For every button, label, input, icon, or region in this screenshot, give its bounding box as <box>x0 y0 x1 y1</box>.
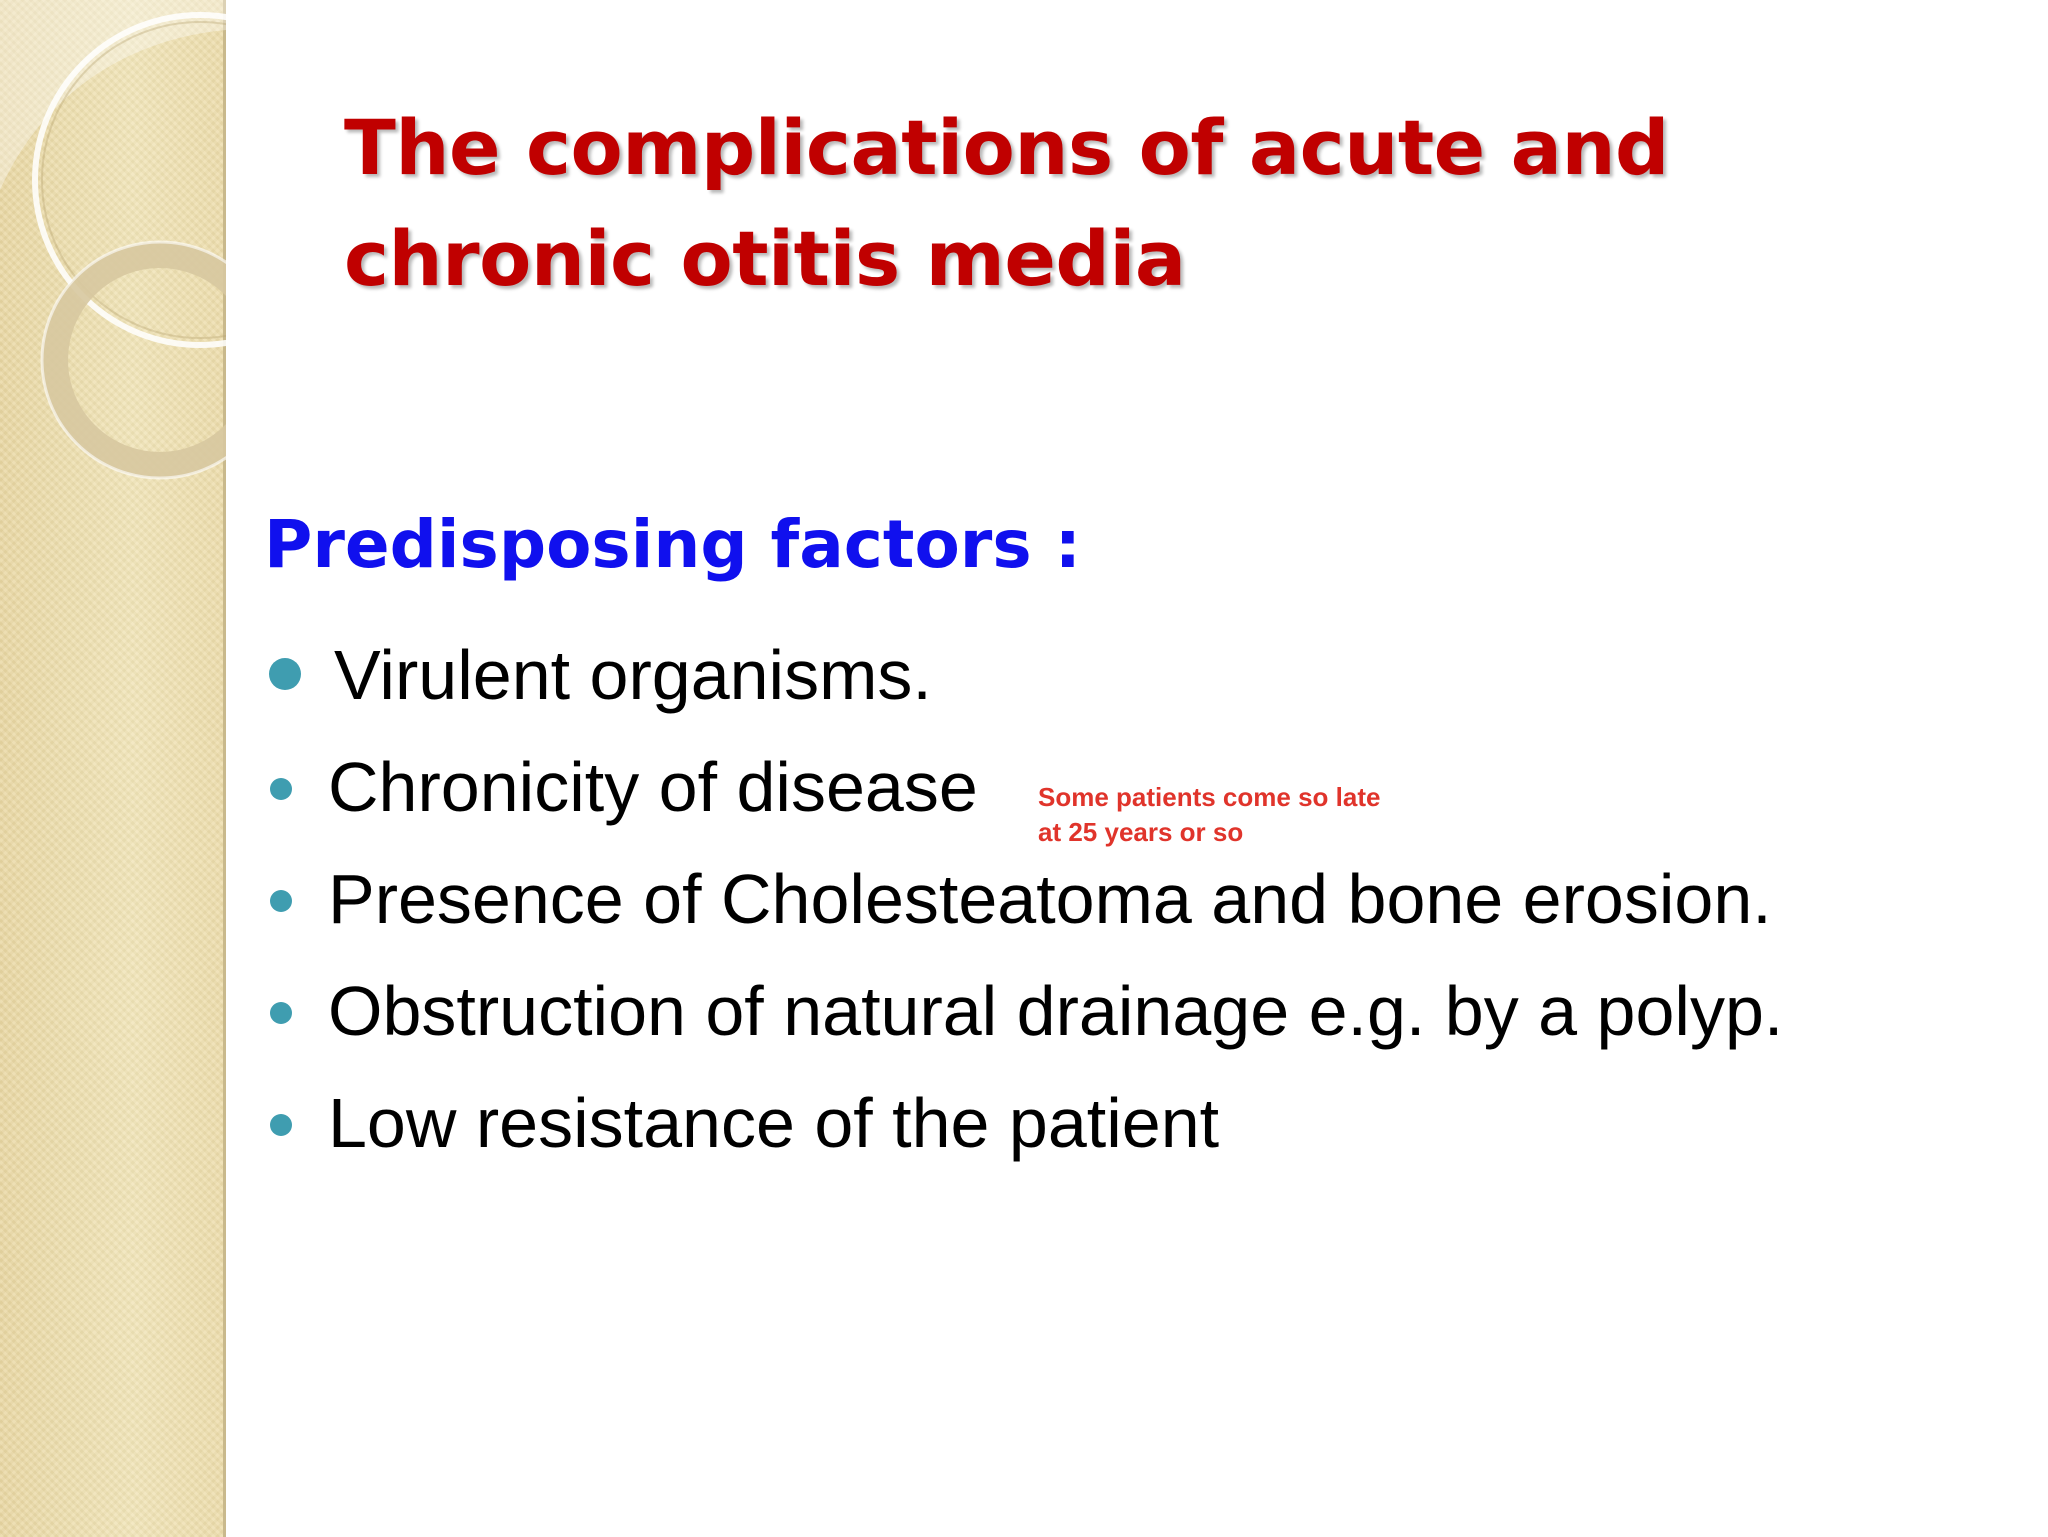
annotation-note-line-2: at 25 years or so <box>1038 817 1244 847</box>
bullet-dot-icon <box>270 778 292 800</box>
bullet-dot-icon <box>270 1114 292 1136</box>
decorative-side-band <box>0 0 226 1537</box>
bullet-text: Virulent organisms. <box>334 636 932 714</box>
predisposing-factors-heading: Predisposing factors : <box>264 506 1082 583</box>
decorative-rings-graphic <box>0 0 226 1537</box>
bullet-dot-icon <box>269 658 301 690</box>
title-line-1: The complications of acute and <box>344 103 1669 192</box>
title-line-2: chronic otitis media <box>344 214 1186 303</box>
annotation-note <box>1038 780 1458 850</box>
slide-title <box>344 92 1844 314</box>
bullet-text: Chronicity of disease <box>328 748 978 826</box>
bullet-text: Low resistance of the patient <box>328 1084 1220 1162</box>
bullet-dot-icon <box>270 890 292 912</box>
annotation-note-line-1: Some patients come so late <box>1038 782 1381 812</box>
bullet-dot-icon <box>270 1002 292 1024</box>
bullet-text: Presence of Cholesteatoma and bone erosion. <box>328 860 1772 938</box>
bullet-text: Obstruction of natural drainage e.g. by a polyp. <box>328 972 1784 1050</box>
